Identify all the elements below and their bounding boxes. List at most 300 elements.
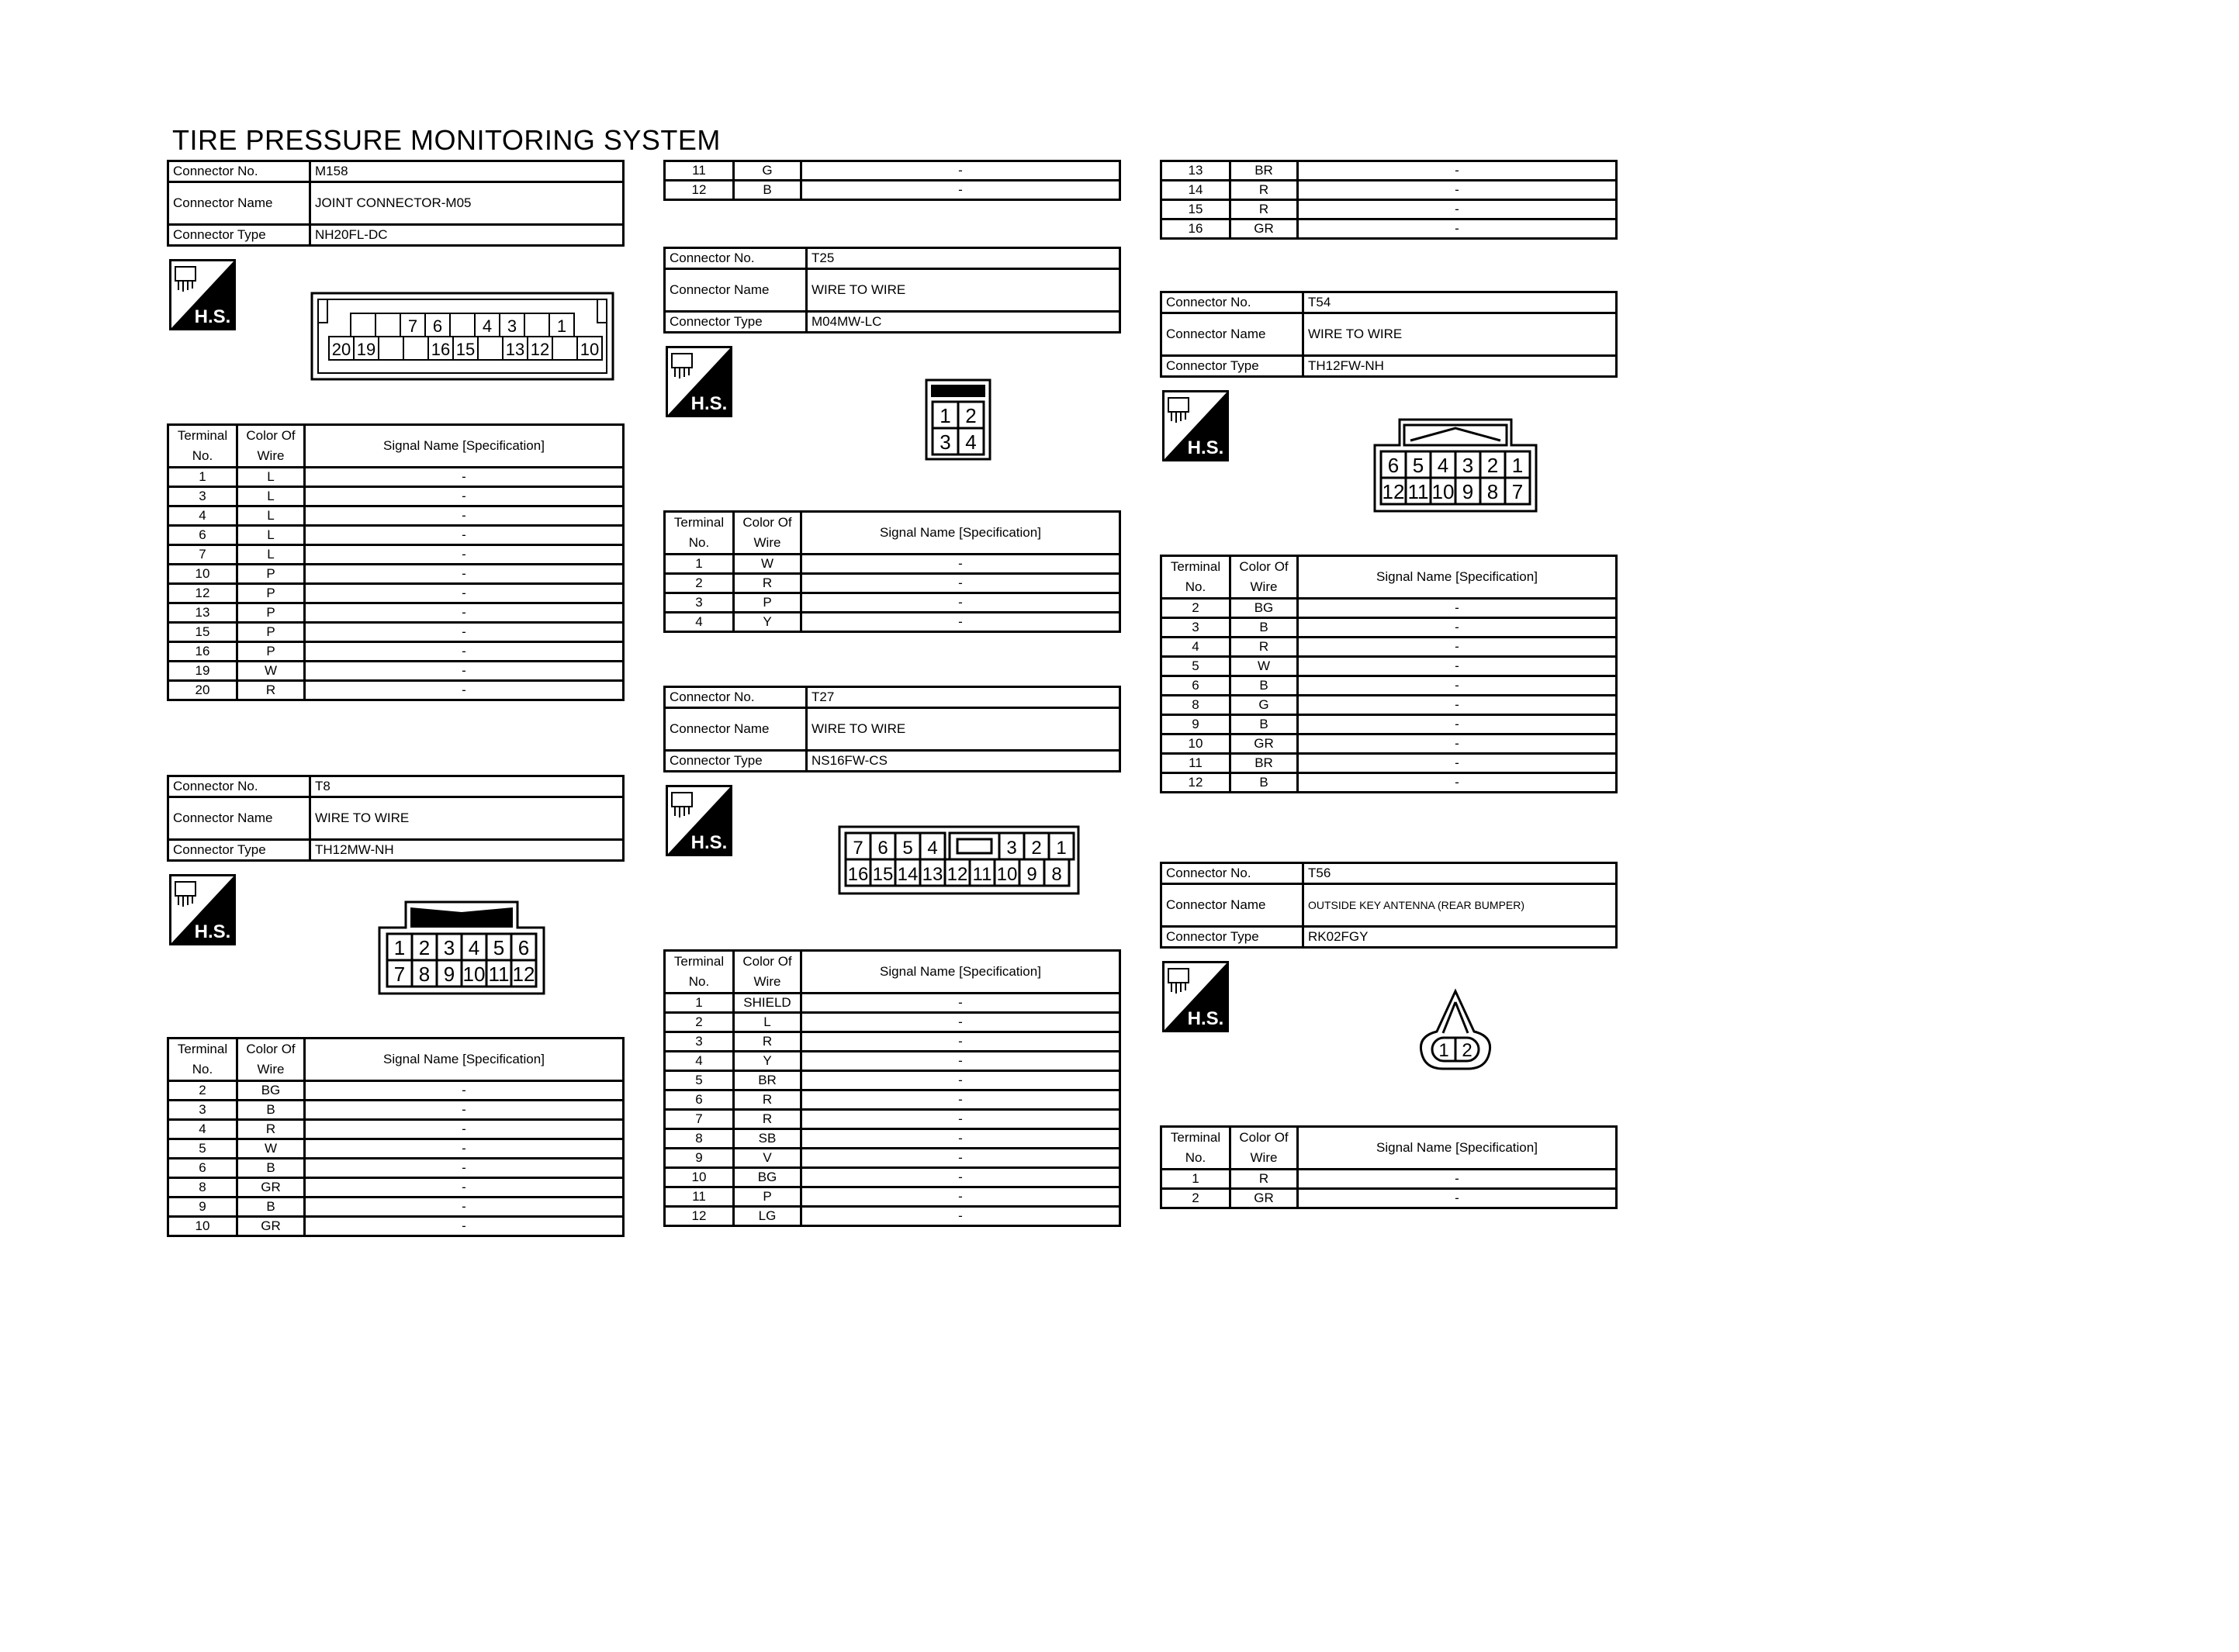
signal-cell: - (305, 565, 624, 584)
pin-label: 8 (1486, 480, 1499, 504)
table-row (168, 662, 624, 681)
header-signal: Signal Name [Specification] (305, 425, 624, 468)
signal-cell: - (305, 1159, 624, 1178)
label-connector-type: Connector Type (1161, 356, 1303, 377)
table-row (168, 642, 624, 662)
terminal-cell: 5 (665, 1071, 734, 1090)
signal-cell: - (1298, 715, 1617, 734)
pin-cell (379, 337, 403, 360)
signal-cell: - (801, 1032, 1120, 1052)
wire-color-cell: LG (734, 1207, 801, 1226)
svg-text:H.S.: H.S. (690, 832, 728, 853)
pin-label: 6 (432, 316, 443, 336)
signal-cell: - (801, 593, 1120, 613)
terminal-cell: 11 (665, 1187, 734, 1207)
pin-label: 2 (1031, 838, 1042, 859)
terminal-cell: 14 (1161, 181, 1230, 200)
wire-color-cell: R (734, 574, 801, 593)
signal-cell: - (801, 1207, 1120, 1226)
wire-color-cell: GR (237, 1217, 305, 1236)
pin-label: 8 (1051, 864, 1062, 886)
terminal-cell: 1 (168, 468, 237, 487)
signal-cell: - (305, 1178, 624, 1198)
header-color: Color Of Wire (237, 425, 305, 468)
header-terminal: Terminal No. (665, 951, 734, 994)
terminal-cell: 10 (168, 565, 237, 584)
table-row (168, 545, 624, 565)
page-title: TIRE PRESSURE MONITORING SYSTEM (172, 124, 721, 156)
table-row (1161, 200, 1617, 219)
connector-name: JOINT CONNECTOR-M05 (310, 182, 624, 225)
pin-label: 16 (431, 340, 451, 359)
wire-color-cell: R (237, 681, 305, 700)
terminal-cell: 7 (665, 1110, 734, 1129)
table-row (168, 603, 624, 623)
terminal-cell: 20 (168, 681, 237, 700)
pin-label: 1 (1438, 1040, 1449, 1061)
wire-color-cell: W (1230, 657, 1298, 676)
connector-type: TH12MW-NH (310, 840, 624, 861)
terminal-cell: 13 (168, 603, 237, 623)
terminal-cell: 4 (168, 1120, 237, 1139)
wire-color-cell: B (1230, 715, 1298, 734)
wire-color-cell: GR (1230, 219, 1298, 239)
table-row (1161, 181, 1617, 200)
wire-color-cell: BG (734, 1168, 801, 1187)
pin-label: 2 (1486, 454, 1499, 478)
wire-color-cell: B (1230, 618, 1298, 638)
header-terminal: Terminal No. (1161, 556, 1230, 599)
signal-cell: - (801, 1149, 1120, 1168)
pin-label: 12 (1382, 480, 1405, 504)
table-row (1161, 696, 1617, 715)
header-color: Color Of Wire (734, 951, 801, 994)
signal-cell: - (1298, 734, 1617, 754)
pin-label: 16 (847, 864, 869, 886)
terminal-cell: 6 (168, 526, 237, 545)
signal-cell: - (801, 1013, 1120, 1032)
wire-color-cell: G (734, 161, 801, 181)
signal-cell: - (305, 1139, 624, 1159)
table-row (168, 565, 624, 584)
wire-color-cell: GR (1230, 734, 1298, 754)
pin-label: 1 (393, 936, 406, 960)
hs-icon (169, 874, 236, 945)
wire-color-cell: R (1230, 1170, 1298, 1189)
label-connector-type: Connector Type (1161, 927, 1303, 948)
wire-color-cell: Y (734, 613, 801, 632)
label-connector-name: Connector Name (665, 708, 807, 751)
signal-cell: - (305, 506, 624, 526)
table-row (168, 506, 624, 526)
table-row (1161, 161, 1617, 181)
signal-cell: - (1298, 219, 1617, 239)
terminal-cell: 1 (665, 994, 734, 1013)
wire-color-cell: B (734, 181, 801, 200)
terminal-cell: 4 (1161, 638, 1230, 657)
pin-label: 7 (407, 316, 418, 336)
table-row (665, 1187, 1120, 1207)
table-row (168, 1101, 624, 1120)
table-row (665, 1071, 1120, 1090)
terminal-cell: 10 (168, 1217, 237, 1236)
table-row (168, 681, 624, 700)
pin-label: 19 (356, 340, 376, 359)
terminal-cell: 2 (665, 1013, 734, 1032)
header-signal: Signal Name [Specification] (801, 951, 1120, 994)
terminal-table-t54 (1160, 555, 1618, 793)
terminal-cell: 5 (168, 1139, 237, 1159)
terminal-table-continued (1160, 160, 1618, 240)
pin-label: 15 (872, 864, 894, 886)
wire-color-cell: G (1230, 696, 1298, 715)
terminal-cell: 4 (665, 1052, 734, 1071)
pin-label: 8 (418, 963, 431, 987)
pin-label: 3 (443, 936, 455, 960)
signal-cell: - (801, 161, 1120, 181)
pin-label: 7 (393, 963, 406, 987)
terminal-table-t8 (167, 1037, 625, 1237)
svg-text:H.S.: H.S. (194, 921, 231, 942)
pin-label: 5 (902, 838, 913, 859)
table-row (665, 161, 1120, 181)
table-row (168, 1198, 624, 1217)
wire-color-cell: W (734, 555, 801, 574)
header-terminal: Terminal No. (665, 512, 734, 555)
label-connector-no: Connector No. (1161, 863, 1303, 884)
pin-label: 3 (507, 316, 517, 336)
terminal-cell: 15 (168, 623, 237, 642)
signal-cell: - (1298, 181, 1617, 200)
header-color: Color Of Wire (1230, 1127, 1298, 1170)
pin-cell (450, 313, 475, 337)
terminal-cell: 1 (1161, 1170, 1230, 1189)
wire-color-cell: L (237, 506, 305, 526)
terminal-cell: 2 (665, 574, 734, 593)
hs-icon (169, 259, 236, 330)
signal-cell: - (1298, 773, 1617, 793)
wire-color-cell: BR (734, 1071, 801, 1090)
table-row (665, 1110, 1120, 1129)
signal-cell: - (801, 181, 1120, 200)
connector-type: TH12FW-NH (1303, 356, 1617, 377)
signal-cell: - (1298, 200, 1617, 219)
wire-color-cell: SHIELD (734, 994, 801, 1013)
table-row (665, 1052, 1120, 1071)
signal-cell: - (305, 662, 624, 681)
signal-cell: - (305, 1217, 624, 1236)
connector-no: T25 (807, 248, 1120, 269)
table-row (1161, 638, 1617, 657)
signal-cell: - (801, 1129, 1120, 1149)
terminal-cell: 16 (1161, 219, 1230, 239)
wire-color-cell: W (237, 1139, 305, 1159)
signal-cell: - (1298, 696, 1617, 715)
connector-no: T8 (310, 776, 624, 797)
terminal-cell: 3 (168, 487, 237, 506)
terminal-cell: 5 (1161, 657, 1230, 676)
hs-icon (1162, 961, 1229, 1032)
signal-cell: - (305, 468, 624, 487)
table-row (1161, 618, 1617, 638)
signal-cell: - (801, 574, 1120, 593)
terminal-cell: 16 (168, 642, 237, 662)
signal-cell: - (801, 994, 1120, 1013)
table-row (1161, 715, 1617, 734)
terminal-cell: 10 (665, 1168, 734, 1187)
header-signal: Signal Name [Specification] (305, 1039, 624, 1081)
pin-label: 15 (455, 340, 476, 359)
pin-label: 2 (965, 404, 977, 428)
terminal-table-continued (663, 160, 1121, 201)
terminal-cell: 10 (1161, 734, 1230, 754)
connector-name: WIRE TO WIRE (1303, 313, 1617, 356)
pin-label: 5 (493, 936, 505, 960)
wire-color-cell: P (734, 593, 801, 613)
wire-color-cell: R (734, 1110, 801, 1129)
table-row (665, 1090, 1120, 1110)
pin-cell (478, 337, 503, 360)
pin-label: 13 (505, 340, 525, 359)
connector-diagram-t8 (376, 900, 547, 996)
pin-label: 1 (940, 404, 951, 428)
hs-icon (666, 785, 732, 856)
svg-text:H.S.: H.S. (690, 393, 728, 414)
pin-label: 10 (996, 864, 1018, 886)
terminal-cell: 8 (1161, 696, 1230, 715)
wire-color-cell: Y (734, 1052, 801, 1071)
header-color: Color Of Wire (237, 1039, 305, 1081)
signal-cell: - (801, 1052, 1120, 1071)
signal-cell: - (305, 526, 624, 545)
signal-cell: - (305, 1081, 624, 1101)
wire-color-cell: P (237, 623, 305, 642)
table-row (1161, 676, 1617, 696)
terminal-table-t27 (663, 949, 1121, 1227)
connector-name: WIRE TO WIRE (807, 269, 1120, 312)
table-row (665, 1129, 1120, 1149)
connector-type: NS16FW-CS (807, 751, 1120, 772)
table-row (1161, 657, 1617, 676)
pin-label: 2 (418, 936, 431, 960)
terminal-cell: 9 (1161, 715, 1230, 734)
signal-cell: - (801, 1090, 1120, 1110)
connector-no: M158 (310, 161, 624, 182)
pin-label: 9 (1026, 864, 1037, 886)
wire-color-cell: R (734, 1032, 801, 1052)
wire-color-cell: BR (1230, 754, 1298, 773)
table-row (168, 1217, 624, 1236)
terminal-cell: 1 (665, 555, 734, 574)
wire-color-cell: W (237, 662, 305, 681)
connector-type: NH20FL-DC (310, 225, 624, 246)
table-row (665, 593, 1120, 613)
wire-color-cell: P (237, 603, 305, 623)
signal-cell: - (801, 1168, 1120, 1187)
wire-color-cell: B (237, 1101, 305, 1120)
table-row (665, 994, 1120, 1013)
wire-color-cell: P (734, 1187, 801, 1207)
header-color: Color Of Wire (1230, 556, 1298, 599)
connector-diagram-t27 (838, 825, 1080, 895)
connector-name: WIRE TO WIRE (807, 708, 1120, 751)
table-row (1161, 599, 1617, 618)
terminal-table-t25 (663, 510, 1121, 633)
table-row (168, 623, 624, 642)
signal-cell: - (801, 1187, 1120, 1207)
svg-text:H.S.: H.S. (194, 306, 231, 327)
signal-cell: - (1298, 676, 1617, 696)
signal-cell: - (1298, 618, 1617, 638)
connector-type: M04MW-LC (807, 312, 1120, 333)
table-row (168, 487, 624, 506)
terminal-table-m158 (167, 423, 625, 701)
pin-label: 10 (1431, 480, 1455, 504)
table-row (168, 1081, 624, 1101)
wire-color-cell: SB (734, 1129, 801, 1149)
pin-label: 9 (443, 963, 455, 987)
wire-color-cell: BG (237, 1081, 305, 1101)
wire-color-cell: B (1230, 773, 1298, 793)
table-row (665, 1149, 1120, 1168)
signal-cell: - (801, 555, 1120, 574)
label-connector-no: Connector No. (665, 248, 807, 269)
signal-cell: - (305, 545, 624, 565)
connector-diagram-t25 (925, 378, 991, 461)
terminal-cell: 9 (168, 1198, 237, 1217)
wire-color-cell: GR (1230, 1189, 1298, 1208)
table-row (665, 613, 1120, 632)
table-row (168, 468, 624, 487)
pin-label: 6 (877, 838, 888, 859)
terminal-cell: 19 (168, 662, 237, 681)
wire-color-cell: B (1230, 676, 1298, 696)
header-terminal: Terminal No. (1161, 1127, 1230, 1170)
terminal-cell: 6 (1161, 676, 1230, 696)
header-color: Color Of Wire (734, 512, 801, 555)
hs-icon (1162, 390, 1229, 461)
signal-cell: - (1298, 1170, 1617, 1189)
wire-color-cell: BR (1230, 161, 1298, 181)
header-signal: Signal Name [Specification] (1298, 1127, 1617, 1170)
terminal-cell: 3 (168, 1101, 237, 1120)
pin-label: 12 (946, 864, 968, 886)
signal-cell: - (1298, 754, 1617, 773)
pin-label: 20 (331, 340, 351, 359)
pin-cell (552, 337, 577, 360)
pin-cell (375, 313, 400, 337)
svg-text:H.S.: H.S. (1187, 1008, 1224, 1029)
wire-color-cell: R (237, 1120, 305, 1139)
pin-label: 4 (468, 936, 480, 960)
wire-color-cell: R (1230, 638, 1298, 657)
table-row (1161, 1189, 1617, 1208)
connector-info-t25 (663, 247, 1121, 334)
terminal-cell: 9 (665, 1149, 734, 1168)
table-row (1161, 754, 1617, 773)
terminal-cell: 12 (665, 181, 734, 200)
label-connector-name: Connector Name (1161, 313, 1303, 356)
table-row (665, 574, 1120, 593)
pin-label: 12 (512, 963, 535, 987)
label-connector-type: Connector Type (168, 840, 310, 861)
connector-info-m158 (167, 160, 625, 247)
table-row (1161, 1170, 1617, 1189)
wire-color-cell: P (237, 584, 305, 603)
pin-label: 2 (1462, 1040, 1472, 1061)
terminal-cell: 12 (1161, 773, 1230, 793)
table-row (168, 584, 624, 603)
table-row (665, 181, 1120, 200)
label-connector-no: Connector No. (168, 776, 310, 797)
terminal-cell: 6 (168, 1159, 237, 1178)
wire-color-cell: GR (237, 1178, 305, 1198)
table-row (1161, 773, 1617, 793)
pin-label: 1 (1511, 454, 1524, 478)
signal-cell: - (305, 1101, 624, 1120)
connector-info-t56 (1160, 862, 1618, 949)
pin-label: 5 (1412, 454, 1424, 478)
table-row (665, 1168, 1120, 1187)
label-connector-name: Connector Name (665, 269, 807, 312)
connector-no: T54 (1303, 292, 1617, 313)
header-signal: Signal Name [Specification] (801, 512, 1120, 555)
signal-cell: - (1298, 657, 1617, 676)
table-row (1161, 219, 1617, 239)
signal-cell: - (1298, 599, 1617, 618)
connector-type: RK02FGY (1303, 927, 1617, 948)
pin-label: 11 (972, 864, 992, 886)
label-connector-name: Connector Name (1161, 884, 1303, 927)
connector-diagram-m158 (310, 292, 614, 381)
terminal-cell: 11 (1161, 754, 1230, 773)
terminal-cell: 15 (1161, 200, 1230, 219)
connector-no: T27 (807, 687, 1120, 708)
connector-name: OUTSIDE KEY ANTENNA (REAR BUMPER) (1303, 884, 1617, 927)
signal-cell: - (305, 642, 624, 662)
terminal-cell: 12 (168, 584, 237, 603)
label-connector-no: Connector No. (665, 687, 807, 708)
terminal-cell: 4 (665, 613, 734, 632)
pin-label: 13 (922, 864, 943, 886)
pin-label: 6 (517, 936, 530, 960)
terminal-cell: 13 (1161, 161, 1230, 181)
wire-color-cell: L (237, 468, 305, 487)
pin-label: 3 (940, 430, 951, 454)
pin-label: 10 (580, 340, 600, 359)
pin-label: 1 (556, 316, 567, 336)
connector-diagram-t56 (1412, 988, 1499, 1072)
wire-color-cell: P (237, 565, 305, 584)
signal-cell: - (305, 1120, 624, 1139)
pin-label: 4 (965, 430, 977, 454)
connector-name: WIRE TO WIRE (310, 797, 624, 840)
pin-label: 7 (1511, 480, 1524, 504)
wire-color-cell: R (1230, 200, 1298, 219)
pin-label: 7 (853, 838, 863, 859)
wire-color-cell: BG (1230, 599, 1298, 618)
wire-color-cell: V (734, 1149, 801, 1168)
terminal-cell: 12 (665, 1207, 734, 1226)
header-terminal: Terminal No. (168, 1039, 237, 1081)
label-connector-type: Connector Type (168, 225, 310, 246)
pin-cell (351, 313, 375, 337)
pin-cell (524, 313, 549, 337)
connector-info-t54 (1160, 291, 1618, 378)
signal-cell: - (305, 603, 624, 623)
terminal-cell: 8 (665, 1129, 734, 1149)
signal-cell: - (801, 1071, 1120, 1090)
